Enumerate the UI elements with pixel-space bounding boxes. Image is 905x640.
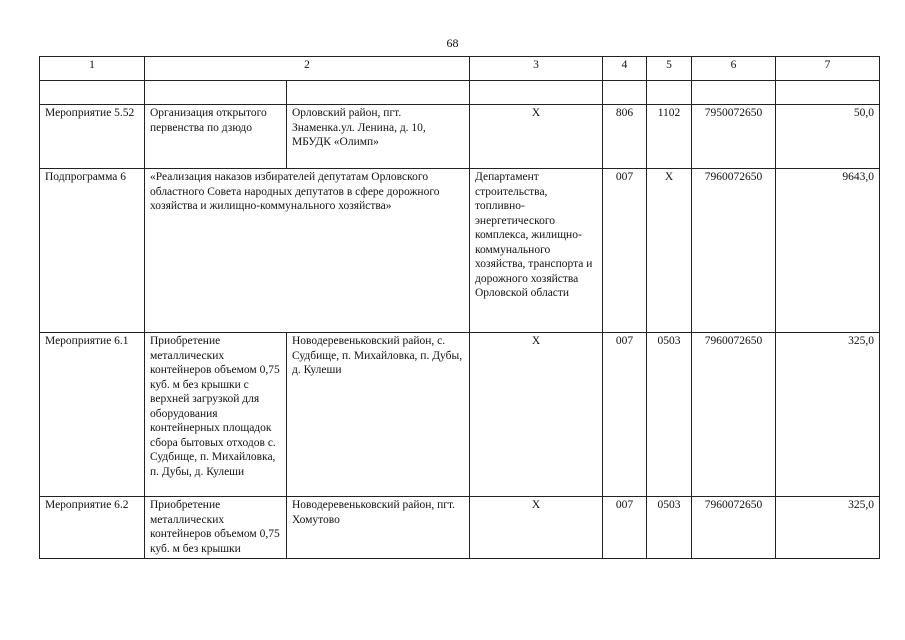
section-code: Х	[647, 169, 692, 333]
header-col-3: 3	[470, 57, 603, 81]
executor: Департамент строительства, топливно-энергетического комплекса, жилищно-коммунального хозяйства, транспорта и дорожного хозяйства Орловской области	[470, 169, 603, 333]
header-col-7: 7	[776, 57, 880, 81]
header-col-5: 5	[647, 57, 692, 81]
ministry-code: 007	[603, 333, 647, 497]
ministry-code: 007	[603, 497, 647, 559]
subprogram-name: Подпрограмма 6	[40, 169, 145, 333]
empty-row	[40, 81, 880, 105]
ministry-code: 007	[603, 169, 647, 333]
subprogram-description: «Реализация наказов избирателей депутатам Орловского областного Совета народных депутатов в сфере дорожного хозяйства и жилищно-коммунального хозяйства»	[145, 169, 470, 333]
empty-cell	[40, 81, 145, 105]
empty-cell	[647, 81, 692, 105]
empty-cell	[692, 81, 776, 105]
section-code: 1102	[647, 105, 692, 169]
target-article: 7960072650	[692, 333, 776, 497]
amount: 325,0	[776, 333, 880, 497]
activity-location: Новодеревеньковский район, пгт. Хомутово	[287, 497, 470, 559]
empty-cell	[603, 81, 647, 105]
table-row-6-2	[40, 497, 880, 559]
amount: 50,0	[776, 105, 880, 169]
header-col-1: 1	[40, 57, 145, 81]
section-code: 0503	[647, 333, 692, 497]
empty-cell	[145, 81, 287, 105]
activity-description: Приобретение металлических контейнеров объемом 0,75 куб. м без крышки	[145, 497, 287, 559]
activity-description: Приобретение металлических контейнеров объемом 0,75 куб. м без крышки с верхней загрузкой для оборудования контейнерных площадок сбора бытовых отходов с. Судбище, п. Михайловка, п. Дубы, д. Кулеши	[145, 333, 287, 497]
target-article: 7960072650	[692, 169, 776, 333]
section-code: 0503	[647, 497, 692, 559]
empty-cell	[287, 81, 470, 105]
activity-name: Мероприятие 6.2	[40, 497, 145, 559]
empty-cell	[470, 81, 603, 105]
executor: Х	[470, 105, 603, 169]
target-article: 7950072650	[692, 105, 776, 169]
header-col-4: 4	[603, 57, 647, 81]
header-col-2: 2	[145, 57, 470, 81]
table-row-6-1	[40, 333, 880, 497]
ministry-code: 806	[603, 105, 647, 169]
target-article: 7960072650	[692, 497, 776, 559]
amount: 325,0	[776, 497, 880, 559]
table-row-5-52	[40, 105, 880, 169]
activity-name: Мероприятие 6.1	[40, 333, 145, 497]
activity-location: Новодеревеньковский район, с. Судбище, п. Михайловка, п. Дубы, д. Кулеши	[287, 333, 470, 497]
empty-cell	[776, 81, 880, 105]
budget-table	[39, 56, 880, 559]
activity-location: Орловский район, пгт. Знаменка.ул. Ленина, д. 10, МБУДК «Олимп»	[287, 105, 470, 169]
table-row-subprogram-6	[40, 169, 880, 333]
activity-name: Мероприятие 5.52	[40, 105, 145, 169]
amount: 9643,0	[776, 169, 880, 333]
header-col-6: 6	[692, 57, 776, 81]
page-number: 68	[446, 36, 459, 50]
activity-description: Организация открытого первенства по дзюдо	[145, 105, 287, 169]
executor: Х	[470, 497, 603, 559]
executor: Х	[470, 333, 603, 497]
column-number-row	[40, 57, 880, 81]
